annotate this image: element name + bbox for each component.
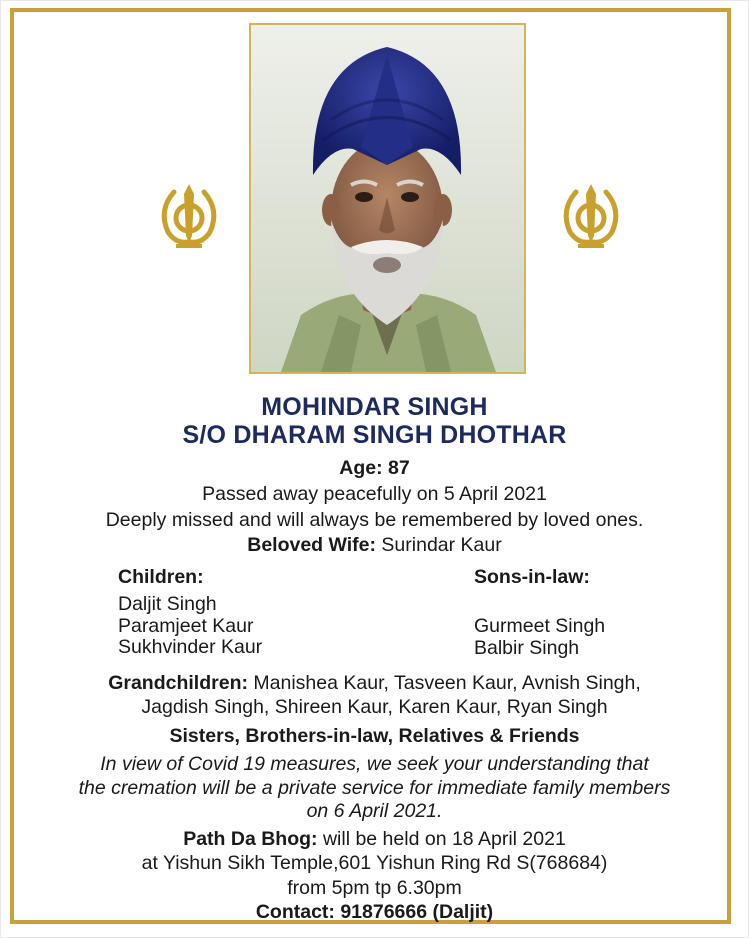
grandchildren-label: Grandchildren: <box>108 672 248 694</box>
bhog-value: will be held on 18 April 2021 <box>322 828 566 850</box>
covid-notice-line-3: on 6 April 2021. <box>306 800 443 822</box>
portrait-photo <box>249 23 526 374</box>
sons-in-law-list <box>474 616 605 659</box>
age-label: Age: <box>339 457 383 479</box>
list-item: Gurmeet Singh <box>474 615 606 637</box>
venue-line: at Yishun Sikh Temple,601 Yishun Ring Rd S(768684) <box>141 852 608 874</box>
wife-value: Surindar Kaur <box>381 534 502 556</box>
parent-name: S/O DHARAM SINGH DHOTHAR <box>182 421 567 449</box>
khanda-icon <box>154 180 224 254</box>
wife-label: Beloved Wife: <box>247 534 376 556</box>
covid-notice-line-1: In view of Covid 19 measures, we seek your understanding that <box>100 753 649 775</box>
list-item: Sukhvinder Kaur <box>118 636 263 658</box>
grandchildren-names-1: Manishea Kaur, Tasveen Kaur, Avnish Singh, <box>253 672 641 694</box>
covid-notice-line-2: the cremation will be a private service for immediate family members <box>78 777 671 799</box>
age-value: 87 <box>388 457 410 479</box>
bhog-line <box>0 827 749 851</box>
remembrance-line: Deeply missed and will always be remembered by loved ones. <box>105 509 644 531</box>
time-line: from 5pm tp 6.30pm <box>287 877 462 899</box>
grandchildren-line-1 <box>0 671 749 695</box>
khanda-icon <box>556 180 626 254</box>
wife-line <box>0 533 749 557</box>
grandchildren-line-2: Jagdish Singh, Shireen Kaur, Karen Kaur, Ryan Singh <box>141 696 608 718</box>
list-item: Balbir Singh <box>474 636 580 659</box>
contact-line: Contact: 91876666 (Daljit) <box>255 901 494 923</box>
relatives-line: Sisters, Brothers-in-law, Relatives & Friends <box>169 725 580 747</box>
sons-in-law-label: Sons-in-law: <box>474 566 590 588</box>
children-label: Children: <box>118 566 204 588</box>
children-list <box>118 594 262 659</box>
list-item: Daljit Singh <box>118 593 217 615</box>
deceased-name: MOHINDAR SINGH <box>261 393 488 421</box>
age-line <box>0 456 749 480</box>
bhog-label: Path Da Bhog: <box>183 828 318 850</box>
passed-away-line: Passed away peacefully on 5 April 2021 <box>202 483 547 505</box>
list-item: Paramjeet Kaur <box>118 614 254 637</box>
